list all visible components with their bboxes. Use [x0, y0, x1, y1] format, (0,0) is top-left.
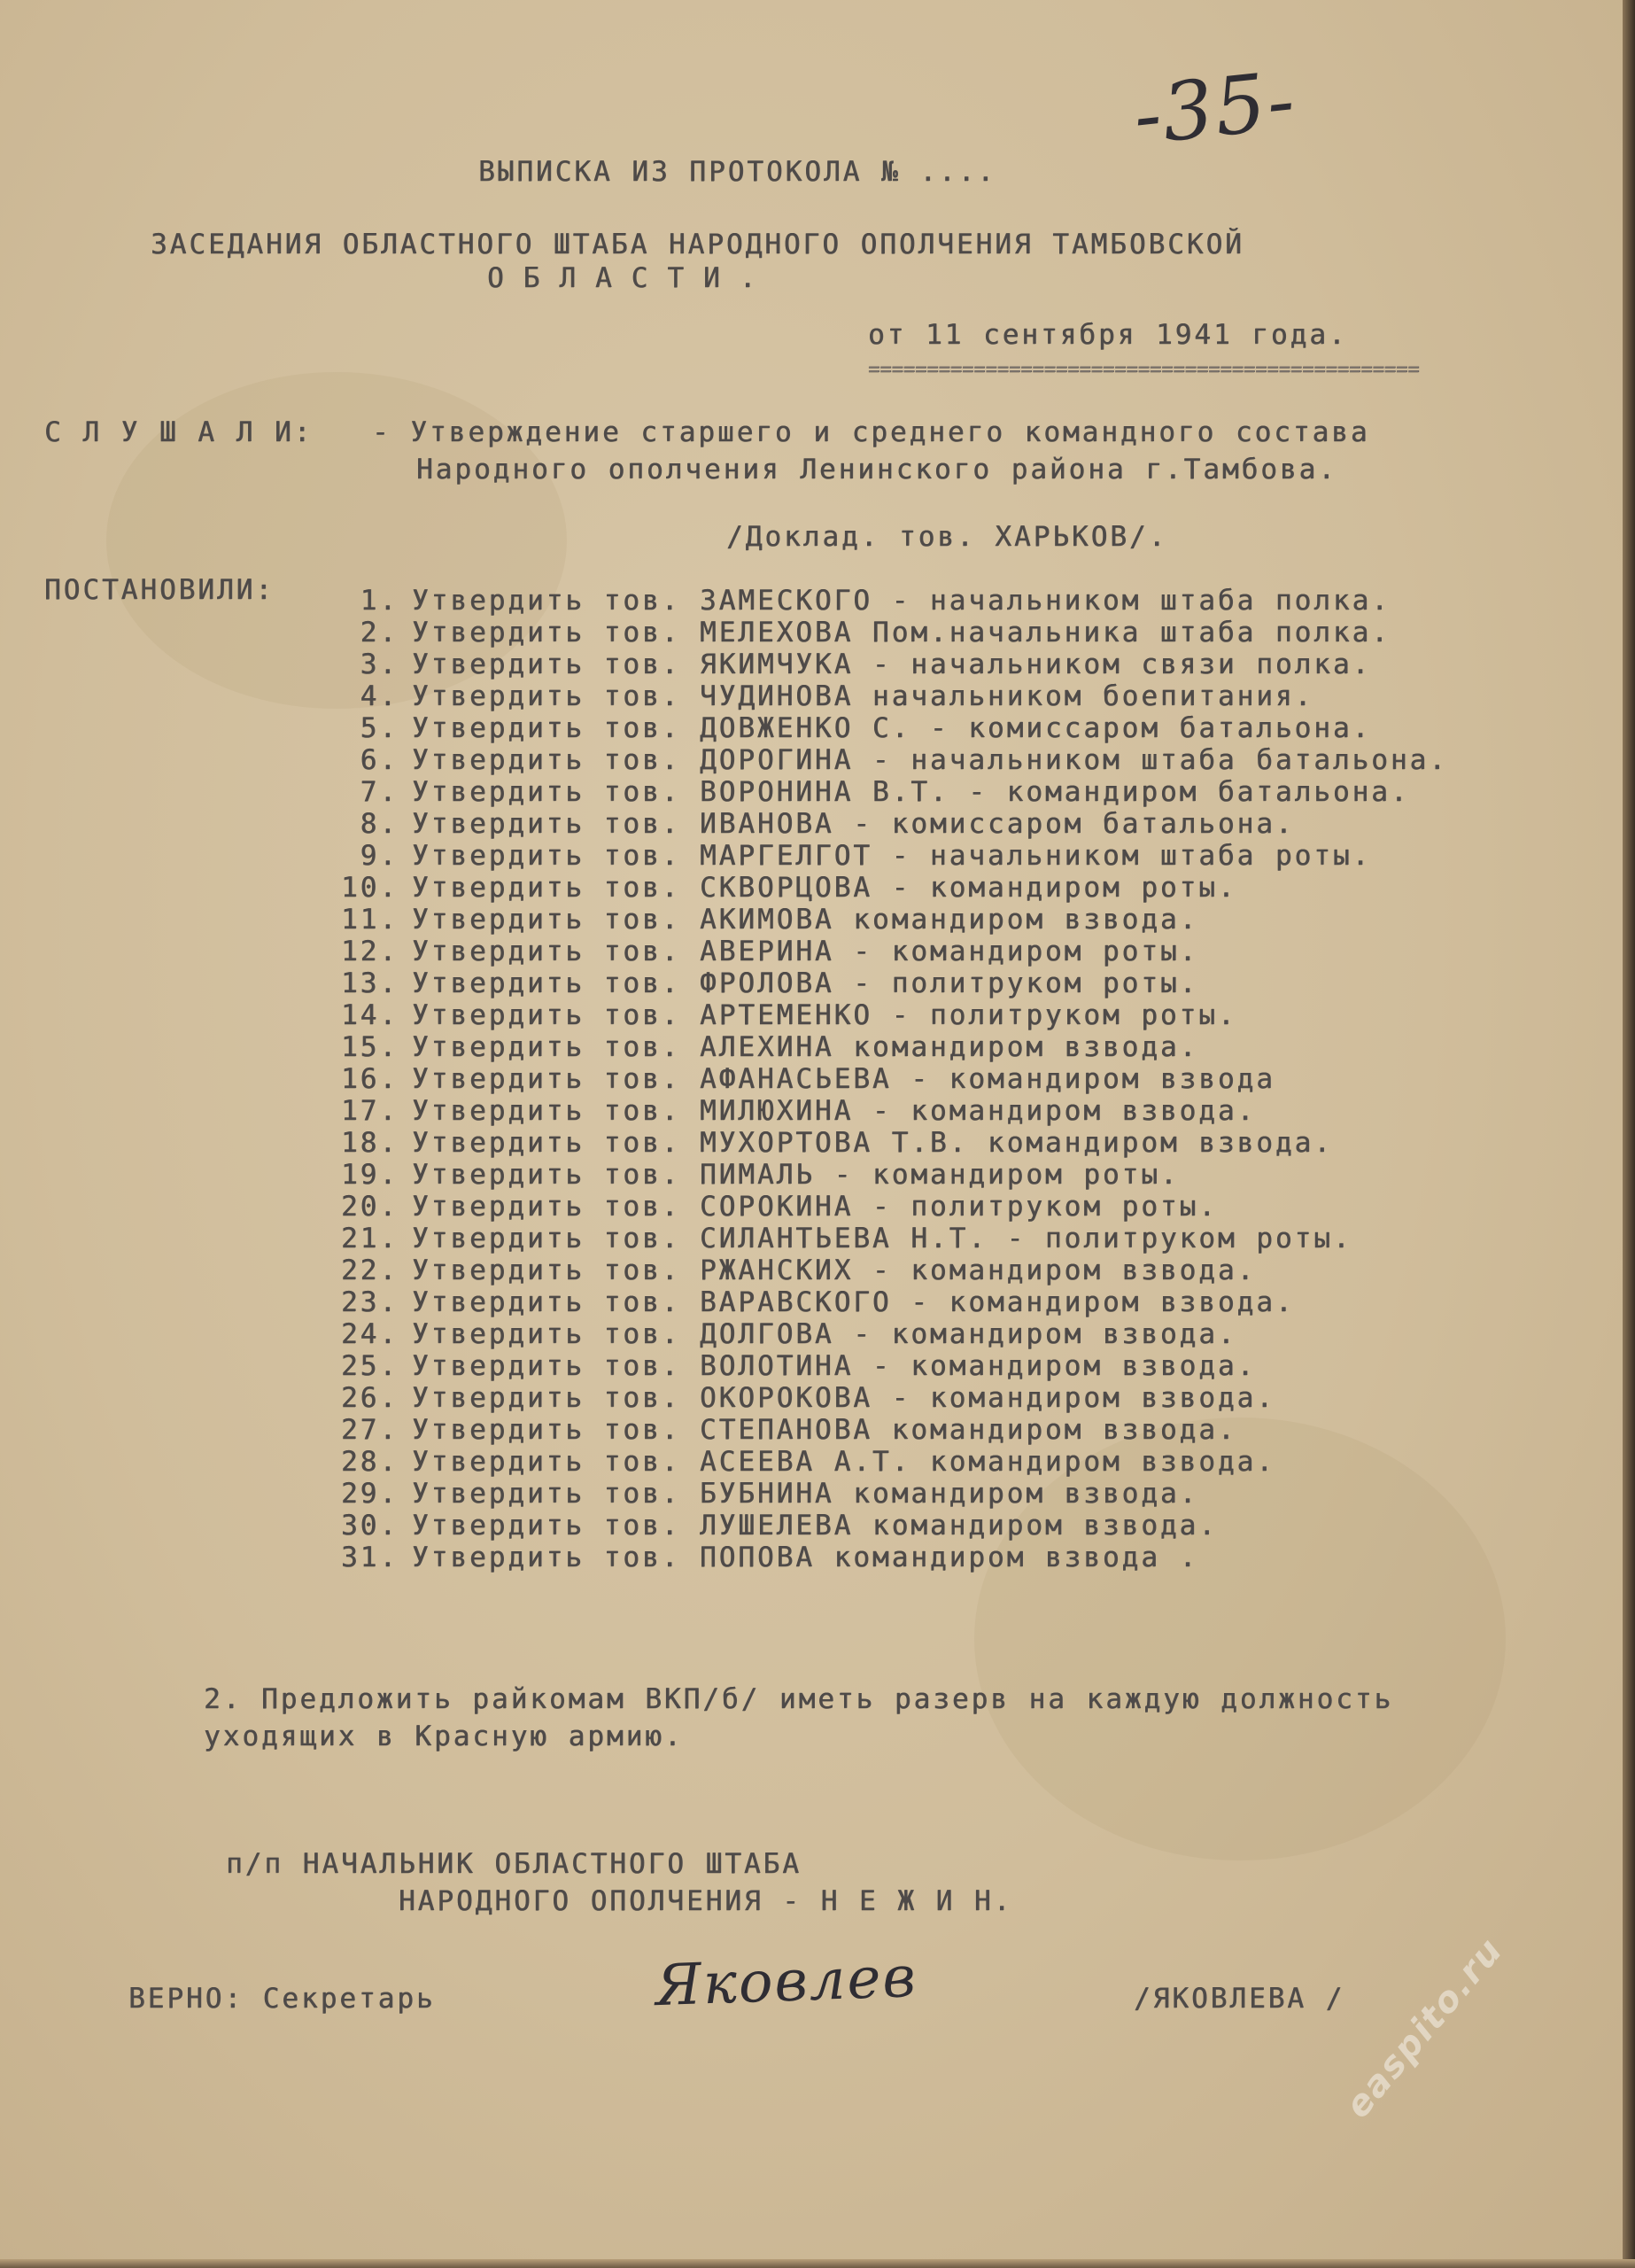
signature-title-line-1: п/п НАЧАЛЬНИК ОБЛАСТНОГО ШТАБА	[226, 1848, 802, 1880]
handwritten-page-number: -35-	[1129, 53, 1301, 164]
page-edge	[1623, 0, 1635, 2268]
heard-text-line-1: - Утверждение старшего и среднего командного состава	[372, 416, 1370, 448]
document-page: -35- ВЫПИСКА ИЗ ПРОТОКОЛА № .... ЗАСЕДАНИЯ ОБЛАСТНОГО ШТАБА НАРОДНОГО ОПОЛЧЕНИЯ ТАМБОВСКОЙ ОБЛАСТИ. от 11 сентября 1941 года. =============================================== С Л У Ш А Л И: - Утверждение старшего и среднего командного состава Народного ополчения Ленинского района г.Тамбова. /Доклад. тов. ХАРЬКОВ/. ПОСТАНОВИЛИ: 1. Утвердить тов. ЗАМЕСКОГО - начальником штаба полка. 2. Утвердить тов. МЕЛЕХОВА Пом.начальника штаба полка. 3. Утвердить тов. ЯКИМЧУКА - начальником связи полка. 4. Утвердить тов. ЧУДИНОВА начальником боепитания. 5. Утвердить тов. ДОВЖЕНКО С. - комиссаром батальона. 6. Утвердить тов. ДОРОГИНА - начальником штаба батальона. 7. Утвердить тов. ВОРОНИНА В.Т. - командиром батальона. 8. Утвердить тов. ИВАНОВА - комиссаром батальона. 9. Утвердить тов. МАРГЕЛГОТ - начальником штаба роты. 10. Утвердить тов. СКВОРЦОВА - командиром роты. 11. Утвердить тов. АКИМОВА командиром взвода. 12. Утвердить тов. АВЕРИНА - командиром роты. 13. Утвердить тов. ФРОЛОВА - политруком роты. 14. Утвердить тов. АРТЕМЕНКО - политруком роты. 15. Утвердить тов. АЛЕХИНА командиром взвода. 16. Утвердить тов. АФАНАСЬЕВА - командиром взвода 17. Утвердить тов. МИЛЮХИНА - командиром взвода. 18. Утвердить тов. МУХОРТОВА Т.В. командиром взвода. 19. Утвердить тов. ПИМАЛЬ - командиром роты. 20. Утвердить тов. СОРОКИНА - политруком роты. 21. Утвердить тов. СИЛАНТЬЕВА Н.Т. - политруком роты. 22. Утвердить тов. РЖАНСКИХ - командиром взвода. 23. Утвердить тов. ВАРАВСКОГО - командиром взвода. 24. Утвердить тов. ДОЛГОВА - командиром взвода. 25. Утвердить тов. ВОЛОТИНА - командиром взвода. 26. Утвердить тов. ОКОРОКОВА - командиром взвода. 27. Утвердить тов. СТЕПАНОВА командиром взвода. 28. Утвердить тов. АСЕЕВА А.Т. командиром взвода. 29. Утвердить тов. БУБНИНА командиром взвода. 30. Утвердить тов. ЛУШЕЛЕВА командиром взвода. 31. Утвердить тов. ПОПОВА командиром взвода . 2. Предложить райкомам ВКП/б/ иметь разерв на каждую должность уходящих в Красную армию. п/п НАЧАЛЬНИК ОБЛАСТНОГО ШТАБА НАРОДНОГО ОПОЛЧЕНИЯ - Н Е Ж И Н. ВЕРНО: Секретарь Яковлев /ЯКОВЛЕВА / easpito.ru	[0, 0, 1635, 2268]
watermark: easpito.ru	[1337, 1930, 1512, 2126]
page-edge	[0, 2259, 1635, 2268]
signature-title-line-2: НАРОДНОГО ОПОЛЧЕНИЯ - Н Е Ж И Н.	[399, 1885, 1013, 1917]
document-subtitle-line-2: ОБЛАСТИ.	[487, 262, 776, 294]
document-subtitle-line-1: ЗАСЕДАНИЯ ОБЛАСТНОГО ШТАБА НАРОДНОГО ОПОЛЧЕНИЯ ТАМБОВСКОЙ	[151, 229, 1244, 260]
report-by: /Доклад. тов. ХАРЬКОВ/.	[726, 521, 1168, 553]
heard-label: С Л У Ш А Л И:	[44, 416, 314, 448]
document-title: ВЫПИСКА ИЗ ПРОТОКОЛА № ....	[478, 156, 996, 188]
secretary-name: /ЯКОВЛЕВА /	[1134, 1983, 1345, 2015]
secretary-signature: Яковлев	[654, 1944, 918, 2020]
certified-label: ВЕРНО: Секретарь	[128, 1983, 436, 2015]
item-2-line-2: уходящих в Красную армию.	[204, 1720, 684, 1752]
item-2-line-1: 2. Предложить райкомам ВКП/б/ иметь разерв на каждую должность	[204, 1683, 1394, 1715]
resolved-label: ПОСТАНОВИЛИ:	[44, 574, 275, 606]
heard-text-line-2: Народного ополчения Ленинского района г.Тамбова.	[416, 454, 1337, 485]
date-underline: ===============================================	[868, 359, 1420, 381]
document-date: от 11 сентября 1941 года.	[868, 319, 1348, 351]
